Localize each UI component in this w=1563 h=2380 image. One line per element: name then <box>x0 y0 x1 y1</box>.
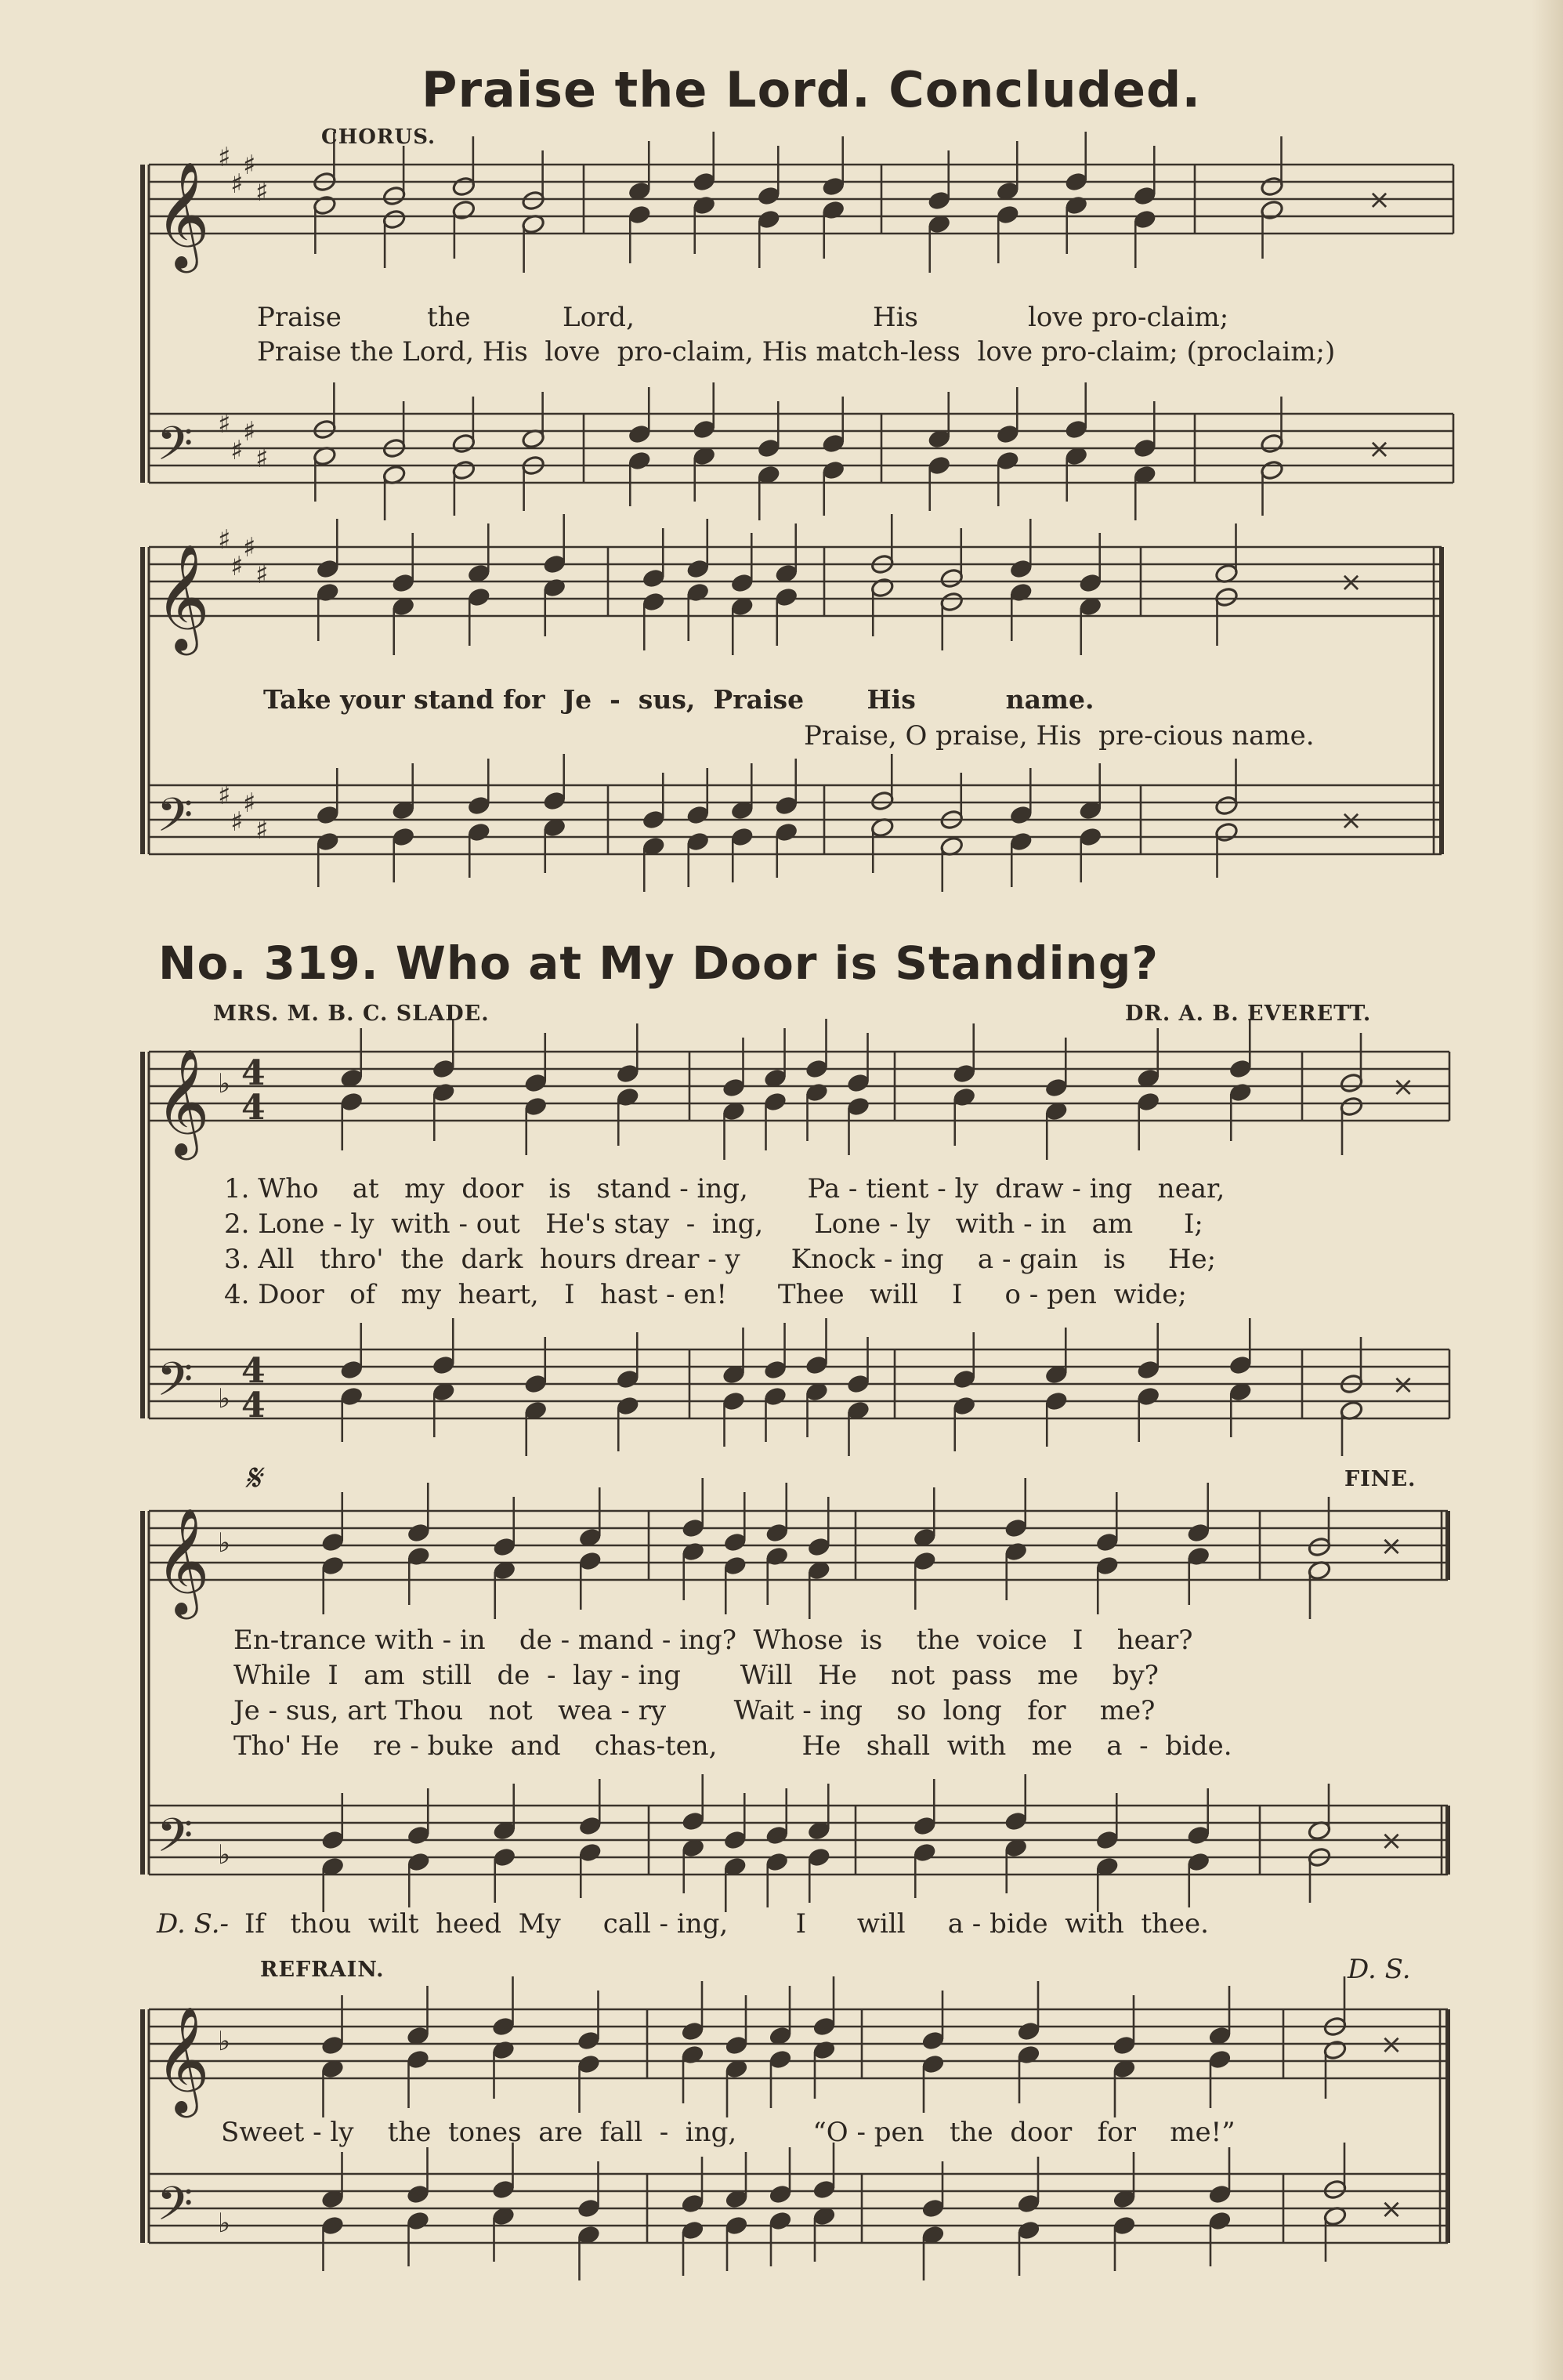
treble-clef: 𝄞 <box>155 1506 210 1614</box>
verse-line: 1. Who at my door is stand - ing, Pa - tient - ly draw - ing near, <box>224 1173 1225 1204</box>
bass-clef: 𝄢 <box>157 1808 194 1874</box>
rest-mark: × <box>1380 2029 1403 2060</box>
refrain-label: REFRAIN. <box>260 1958 385 1982</box>
rest-mark: × <box>1368 184 1391 216</box>
time-signature: 4 <box>241 1351 266 1391</box>
chorus-label: CHORUS. <box>321 125 436 149</box>
segno-mark: 𝄋 <box>244 1456 261 1500</box>
key-signature-accidental: ♭ <box>218 1383 231 1415</box>
rest-mark: × <box>1391 1071 1415 1103</box>
rest-mark: × <box>1380 2193 1403 2225</box>
verse-line: 4. Door of my heart, I hast - en! Thee will I o - pen wide; <box>224 1279 1187 1310</box>
treble-clef: 𝄞 <box>155 2005 210 2113</box>
rest-mark: × <box>1368 433 1391 465</box>
key-signature-accidental: ♯ <box>255 443 269 474</box>
page-title: Praise the Lord. Concluded. <box>422 61 1201 118</box>
hymn-number-title: No. 319. Who at My Door is Standing? <box>158 936 1159 990</box>
bass-clef: 𝄢 <box>157 2176 194 2242</box>
key-signature-accidental: ♯ <box>255 559 269 590</box>
key-signature-accidental: ♭ <box>218 2208 231 2239</box>
verse-line: 3. All thro' the dark hours drear - y Knock - ing a - gain is He; <box>224 1244 1217 1275</box>
key-signature-accidental: ♯ <box>243 150 256 181</box>
ds-lyric-line: If thou wilt heed My call - ing, I will a - bide with thee. <box>244 1908 1209 1940</box>
treble-clef: 𝄞 <box>155 1047 210 1155</box>
key-signature-accidental: ♯ <box>218 142 231 173</box>
fine-label: FINE. <box>1344 1467 1416 1491</box>
chorus-lyric-word: His <box>873 302 918 333</box>
ds-marker: D. S. <box>1348 1954 1411 1985</box>
key-signature-accidental: ♯ <box>230 435 244 466</box>
key-signature-accidental: ♯ <box>243 788 256 819</box>
key-signature-accidental: ♯ <box>255 814 269 846</box>
key-signature-accidental: ♯ <box>218 780 231 811</box>
rest-mark: × <box>1380 1531 1403 1562</box>
verse-line: En-trance with - in de - mand - ing? Whose is the voice I hear? <box>233 1625 1193 1656</box>
chorus-lyric-word: the <box>427 302 471 333</box>
rest-mark: × <box>1380 1825 1403 1857</box>
ds-prefix: D. S.- <box>157 1908 230 1940</box>
lyricist-credit: MRS. M. B. C. SLADE. <box>213 1002 490 1026</box>
key-signature-accidental: ♯ <box>218 408 231 440</box>
key-signature-accidental: ♯ <box>243 532 256 563</box>
page-edge-shade <box>1532 0 1563 2380</box>
rest-mark: × <box>1391 1369 1415 1400</box>
key-signature-accidental: ♯ <box>230 551 244 582</box>
key-signature-accidental: ♭ <box>218 1068 231 1099</box>
composer-credit: DR. A. B. EVERETT. <box>1125 1002 1372 1026</box>
bass-clef: 𝄢 <box>157 416 194 482</box>
chorus-lyric-word: Praise <box>257 302 342 333</box>
verse-line: Tho' He re - buke and chas-ten, He shall with me a - bide. <box>233 1730 1232 1762</box>
key-signature-accidental: ♯ <box>230 806 244 838</box>
chorus-lyric-line: Praise the Lord, His love pro-claim, His match-less love pro-claim; (proclaim;) <box>257 336 1336 368</box>
time-signature: 4 <box>241 1386 266 1425</box>
key-signature-accidental: ♭ <box>218 2026 231 2057</box>
verse-line: 2. Lone - ly with - out He's stay - ing, Lone - ly with - in am I; <box>224 1208 1203 1240</box>
rest-mark: × <box>1340 805 1362 836</box>
key-signature-accidental: ♭ <box>218 1527 231 1559</box>
bass-clef: 𝄢 <box>157 788 194 853</box>
bass-clef: 𝄢 <box>157 1352 194 1418</box>
key-signature-accidental: ♯ <box>255 176 269 208</box>
time-signature: 4 <box>241 1088 266 1128</box>
key-signature-accidental: ♯ <box>218 524 231 556</box>
refrain-lyric-line: Sweet - ly the tones are fall - ing, “O - pen the door for me!” <box>221 2117 1236 2148</box>
rest-mark: × <box>1340 567 1362 598</box>
key-signature-accidental: ♯ <box>230 168 244 200</box>
verse-line: While I am still de - lay - ing Will He not pass me by? <box>233 1660 1159 1691</box>
key-signature-accidental: ♯ <box>243 416 256 447</box>
chorus-lyric-line: Take your stand for Je - sus, Praise His name. <box>263 684 1094 715</box>
verse-line: Je - sus, art Thou not wea - ry Wait - ing so long for me? <box>233 1695 1156 1726</box>
chorus-lyric-word: Lord, <box>563 302 635 333</box>
key-signature-accidental: ♭ <box>218 1839 231 1871</box>
chorus-lyric-line: Praise, O praise, His pre-cious name. <box>804 720 1315 752</box>
treble-clef: 𝄞 <box>155 542 210 650</box>
treble-clef: 𝄞 <box>155 160 210 268</box>
time-signature: 4 <box>241 1053 266 1093</box>
chorus-lyric-word: love pro-claim; <box>1028 302 1229 333</box>
